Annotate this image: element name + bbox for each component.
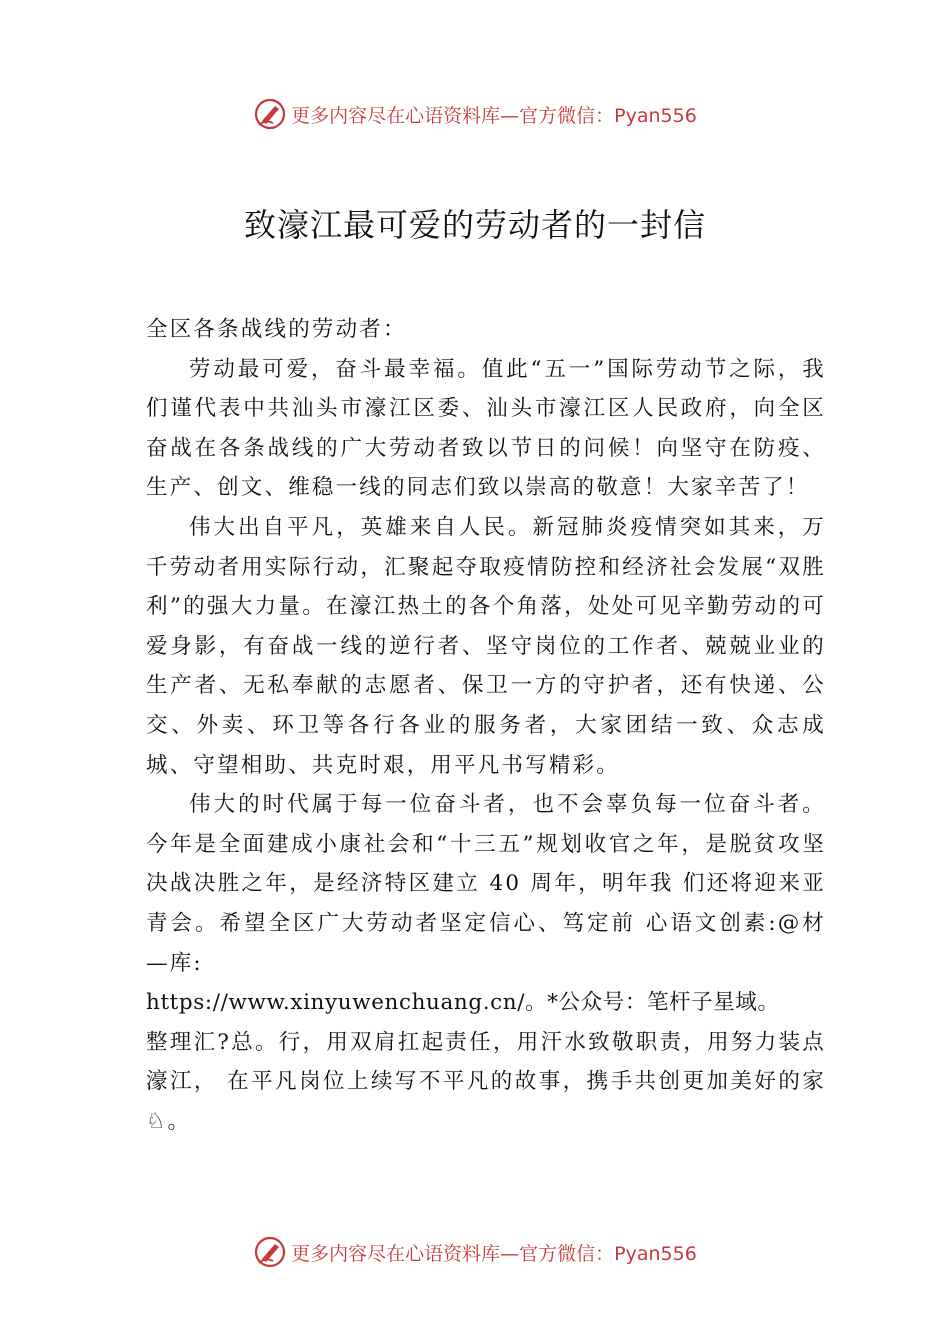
brand-logo-icon — [253, 1235, 287, 1269]
watermark-url-line: https://www.xinyuwenchuang.cn/。*公众号：笔杆子星域。 — [146, 990, 780, 1016]
wechat-id: Pyan556 — [614, 1242, 697, 1265]
letter-body — [146, 310, 826, 1141]
footer-banner — [0, 1232, 950, 1272]
paragraph-4: 整理汇?总。行，用双肩扛起责任，用汗水致敬职责，用努力装点濠江， 在平凡岗位上续写不平凡的故事，携手共创更加美好的家♘。 — [146, 1029, 826, 1134]
brand-logo-icon — [253, 97, 287, 131]
paragraph-1: 劳动最可爱，奋斗最幸福。值此“五一”国际劳动节之际，我们谨代表中共汕头市濠江区委、汕头市濠江区人民政府，向全区奋战在各条战线的广大劳动者致以节日的问候！向坚守在防疫、生产、创文、维稳一线的同志们致以崇高的敬意！大家辛苦了！ — [146, 356, 826, 501]
banner-text: 更多内容尽在心语资料库—官方微信：Pyan556 — [291, 104, 697, 127]
wechat-id: Pyan556 — [614, 104, 697, 127]
paragraph-2: 伟大出自平凡，英雄来自人民。新冠肺炎疫情突如其来，万千劳动者用实际行动，汇聚起夺取疫情防控和经济社会发展“双胜利”的强大力量。在濠江热土的各个角落，处处可见辛勤劳动的可爱身影，有奋战一线的逆行者、坚守岗位的工作者、兢兢业业的生产者、无私奉献的志愿者、保卫一方的守护者，还有快递、公交、外卖、环卫等各行各业的服务者，大家团结一致、众志成城、守望相助、共克时艰，用平凡书写精彩。 — [146, 514, 826, 778]
document-title: 致濠江最可爱的劳动者的一封信 — [243, 206, 706, 244]
paragraph-3: 伟大的时代属于每一位奋斗者，也不会辜负每一位奋斗者。今年是全面建成小康社会和“十三五”规划收官之年，是脱贫攻坚决战决胜之年，是经济特区建立 40 周年，明年我 们还将迎来亚青会。希望全区广大劳动者坚定信心、笃定前 心语文创素:@材—库: — [146, 792, 826, 976]
header-banner — [0, 94, 950, 134]
banner-text: 更多内容尽在心语资料库—官方微信：Pyan556 — [291, 1242, 697, 1265]
salutation: 全区各条战线的劳动者： — [146, 317, 407, 342]
